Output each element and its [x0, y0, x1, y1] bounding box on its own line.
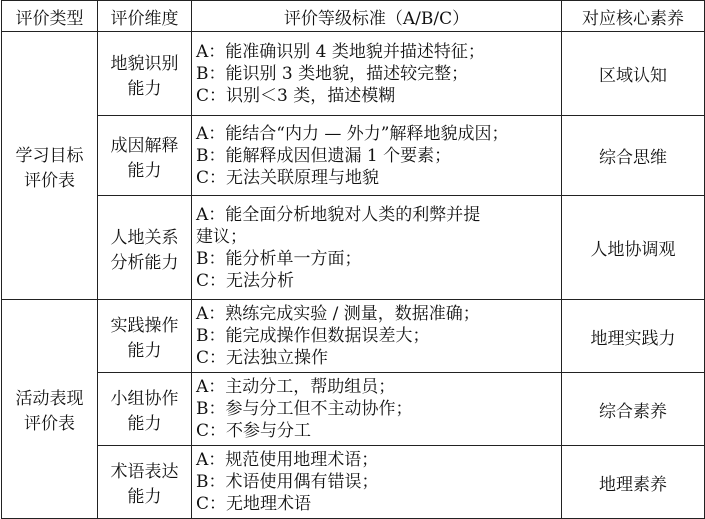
literacy-cell: 综合思维 — [562, 116, 705, 196]
criteria-line: B：参与分工但不主动协作； — [196, 399, 413, 419]
literacy-cell: 地理实践力 — [562, 300, 705, 373]
header-row — [2, 1, 705, 32]
dimension-label: 成因解释 — [110, 135, 179, 156]
dimension-cell — [98, 446, 192, 519]
dimension-label: 能力 — [127, 341, 162, 361]
criteria-line: C：无地理术语 — [196, 494, 312, 514]
criteria-line: B：能识别 3 类地貌，描述较完整； — [196, 63, 469, 84]
criteria-cell — [192, 116, 562, 196]
eval-type-cell — [2, 32, 98, 300]
criteria-line: A：能全面分析地貌对人类的利弊并提 — [196, 204, 481, 225]
evaluation-table — [1, 0, 705, 519]
criteria-cell — [192, 32, 562, 116]
header-grade-standard: 评价等级标准（A/B/C） — [192, 1, 562, 32]
dimension-label: 术语表达 — [110, 462, 179, 482]
criteria-line: A：主动分工，帮助组员； — [196, 377, 396, 397]
criteria-line: B：能完成操作但数据误差大； — [196, 326, 430, 346]
literacy-cell: 人地协调观 — [562, 196, 705, 300]
criteria-line: A：规范使用地理术语； — [196, 450, 379, 470]
literacy-cell: 地理素养 — [562, 446, 705, 519]
dimension-label: 实践操作 — [110, 316, 179, 336]
criteria-line: B：术语使用偶有错误； — [196, 472, 379, 492]
table-row — [2, 300, 705, 373]
dimension-cell — [98, 116, 192, 196]
criteria-line: 建议； — [196, 226, 247, 247]
table-row — [2, 116, 705, 196]
criteria-line: C：不参与分工 — [196, 421, 312, 441]
dimension-label: 分析能力 — [110, 252, 179, 273]
table-header — [2, 1, 705, 32]
literacy-cell: 区域认知 — [562, 32, 705, 116]
criteria-cell — [192, 300, 562, 373]
criteria-line: A：熟练完成实验 / 测量，数据准确； — [196, 304, 480, 324]
header-core-literacy: 对应核心素养 — [562, 1, 705, 32]
criteria-line: C：识别＜3 类，描述模糊 — [196, 85, 396, 106]
eval-type-label: 活动表现 — [15, 389, 84, 409]
dimension-label: 能力 — [127, 160, 162, 181]
dimension-label: 地貌识别 — [110, 53, 179, 74]
table-row — [2, 196, 705, 300]
criteria-cell — [192, 373, 562, 446]
header-eval-type: 评价类型 — [2, 1, 98, 32]
dimension-label: 能力 — [127, 414, 162, 434]
dimension-cell — [98, 300, 192, 373]
eval-type-label: 学习目标 — [15, 145, 84, 166]
dimension-label: 能力 — [127, 78, 162, 99]
dimension-cell — [98, 32, 192, 116]
dimension-label: 小组协作 — [110, 389, 179, 409]
dimension-label: 能力 — [127, 487, 162, 507]
criteria-cell — [192, 446, 562, 519]
criteria-line: B：能分析单一方面； — [196, 248, 362, 269]
header-eval-dimension: 评价维度 — [98, 1, 192, 32]
criteria-line: C：无法分析 — [196, 270, 295, 291]
table-row — [2, 32, 705, 116]
criteria-line: A：能结合“内力 — 外力”解释地貌成因； — [196, 123, 509, 144]
eval-type-label: 评价表 — [24, 170, 75, 191]
criteria-cell — [192, 196, 562, 300]
table-row — [2, 446, 705, 519]
dimension-label: 人地关系 — [110, 227, 179, 248]
literacy-cell: 综合素养 — [562, 373, 705, 446]
criteria-line: B：能解释成因但遗漏 1 个要素； — [196, 145, 452, 166]
criteria-line: C：无法独立操作 — [196, 348, 329, 368]
criteria-line: C：无法关联原理与地貌 — [196, 167, 380, 188]
eval-type-label: 评价表 — [24, 414, 75, 434]
criteria-line: A：能准确识别 4 类地貌并描述特征； — [196, 41, 485, 62]
table-body — [2, 32, 705, 519]
dimension-cell — [98, 196, 192, 300]
table-row — [2, 373, 705, 446]
dimension-cell — [98, 373, 192, 446]
eval-type-cell — [2, 300, 98, 519]
